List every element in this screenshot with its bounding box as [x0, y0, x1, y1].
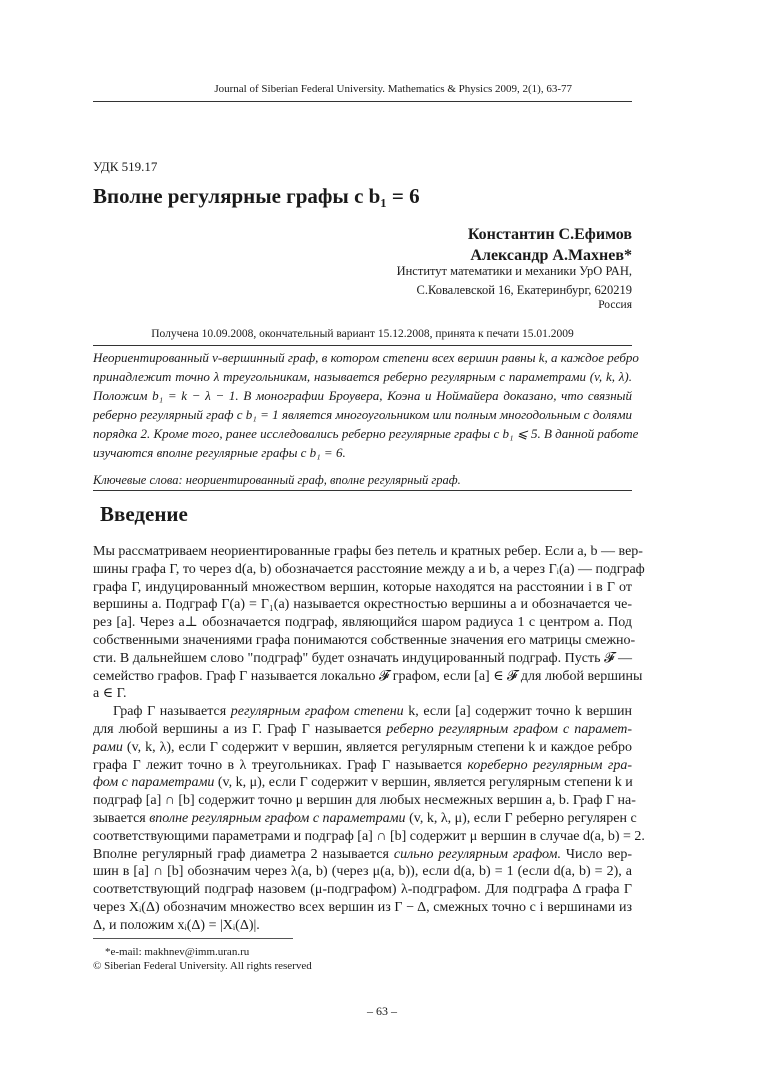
text-segment: порядка 2. Кроме того, ранее исследовались реберно регулярные графы с b₁ ⩽ 5. В данной работе	[93, 426, 639, 441]
text-line	[93, 863, 632, 881]
text-line	[93, 828, 645, 846]
author-name: Константин С.Ефимов	[467, 226, 632, 243]
section-heading: Введение	[100, 502, 188, 526]
text-segment: Неориентированный v-вершинный граф, в котором степени всех вершин равны k, а каждое ребро	[93, 350, 639, 365]
body-text	[93, 543, 645, 935]
page-number: – 63 –	[367, 1004, 397, 1018]
text-line	[93, 614, 632, 632]
text-line	[93, 443, 632, 462]
text-line	[93, 899, 632, 917]
emphasized-term: регулярным графом степени	[230, 704, 404, 720]
text-segment: графа Γ, индуцированный множеством вершин, которые находятся на расстоянии i в Γ от	[93, 579, 632, 595]
text-segment: семейство графов. Граф Γ называется локально 𝓕 графом, если [a] ∈ 𝓕 для любой вершины	[93, 668, 643, 684]
text-segment: реберно регулярный граф с b₁ = 1 является многоугольником или полным многодольным с долями	[93, 407, 632, 422]
text-segment: (v, k, λ, μ), если Γ реберно регулярен с	[405, 810, 637, 826]
emphasized-term: фом с параметрами	[93, 775, 215, 791]
text-segment: Число вер-	[560, 846, 632, 862]
text-line	[93, 561, 645, 579]
text-line	[93, 685, 632, 703]
text-segment: зывается	[93, 810, 150, 826]
text-segment: шины графа Γ, то через d(a, b) обозначается расстояние между a и b, а через Γᵢ(a) — подграф	[93, 561, 645, 577]
text-segment: Мы рассматриваем неориентированные графы без петель и кратных ребер. Если a, b — вер-	[93, 544, 643, 559]
text-segment: графа Γ лежит точно в λ треугольниках. Граф Γ называется	[93, 757, 468, 773]
text-segment: Вполне регулярный граф диаметра 2 называется	[93, 846, 394, 862]
abstract-bottom-rule	[93, 490, 632, 491]
footnote-email: *e-mail: makhnev@imm.uran.ru	[105, 946, 250, 958]
text-segment: принадлежит точно λ треугольникам, называется реберно регулярным с параметрами (v, k, λ).	[93, 369, 632, 384]
text-segment: соответствующими параметрами и подграф [a] ∩ [b] содержит μ вершин в случае d(a, b) = 2.	[93, 828, 645, 844]
text-line	[93, 881, 632, 899]
text-segment: через Xᵢ(Δ) обозначим множество всех вершин из Γ − Δ, смежных точно с i вершинами из	[93, 899, 632, 915]
text-segment: вершины a. Подграф Γ(a) = Γ₁(a) называется окрестностью вершины a и обозначается че-	[93, 597, 632, 613]
text-line	[93, 596, 632, 614]
text-line	[93, 757, 632, 775]
text-line	[93, 632, 636, 650]
text-segment: (v, k, μ), если Γ содержит v вершин, является регулярным степени k и	[214, 775, 633, 791]
paper-title: Вполне регулярные графы с b₁ = 6	[93, 184, 420, 208]
emphasized-term: вполне регулярным графом с параметрами	[149, 810, 406, 826]
running-head: Journal of Siberian Federal University. Mathematics & Physics 2009, 2(1), 63-77	[214, 83, 572, 95]
affiliation-country: Россия	[598, 299, 632, 311]
text-line	[93, 650, 632, 668]
text-segment: сти. В дальнейшем слово "подграф" будет означать индуцированный подграф. Пусть 𝓕 —	[93, 650, 632, 666]
abstract-top-rule	[93, 345, 632, 346]
footnote-copyright: © Siberian Federal University. All rights reserved	[93, 960, 312, 972]
text-line	[93, 739, 632, 757]
text-segment: Положим b₁ = k − λ − 1. В монографии Броувера, Коэна и Ноймайера доказано, что связный	[93, 388, 632, 403]
text-line	[93, 774, 632, 792]
affiliation-line: С.Ковалевской 16, Екатеринбург, 620219	[416, 283, 632, 297]
text-segment: шин в [a] ∩ [b] обозначим через λ(a, b) (через μ(a, b)), если d(a, b) = 1 (если d(a, b) = 2), а	[93, 864, 632, 880]
emphasized-term: рами	[93, 739, 123, 755]
text-segment: рез [a]. Через a⊥ обозначается подграф, являющийся шаром радиуса 1 с центром a. Под	[93, 615, 632, 631]
abstract	[93, 348, 639, 462]
text-line	[93, 367, 632, 386]
text-segment: соответствующий подграф назовем (μ-подграфом) λ-подграфом. Для подграфа Δ графа Γ	[93, 882, 632, 898]
keywords: Ключевые слова: неориентированный граф, вполне регулярный граф.	[93, 473, 461, 487]
emphasized-term: кореберно регулярным гра-	[467, 757, 633, 773]
affiliation-line: Институт математики и механики УрО РАН,	[396, 264, 632, 278]
text-line	[93, 405, 632, 424]
emphasized-term: реберно регулярным графом с парамет-	[386, 721, 632, 737]
text-segment: a ∈ Γ.	[93, 686, 127, 702]
text-line	[93, 703, 632, 721]
text-segment: собственными значениями графа понимаются собственные значения его матрицы смежно-	[93, 632, 636, 648]
text-segment: Граф Γ называется	[113, 704, 231, 720]
text-line	[93, 668, 643, 686]
udc-code: УДК 519.17	[93, 159, 158, 174]
text-line	[93, 543, 643, 561]
text-line	[93, 792, 636, 810]
text-segment: изучаются вполне регулярные графы с b₁ = 6.	[93, 445, 346, 460]
text-line	[93, 348, 639, 367]
received-dates: Получена 10.09.2008, окончательный вариант 15.12.2008, принята к печати 15.01.2009	[151, 328, 574, 340]
text-segment: Δ, и положим xᵢ(Δ) = |Xᵢ(Δ)|.	[93, 917, 260, 933]
footnote-rule	[93, 938, 293, 939]
text-line	[93, 917, 632, 935]
text-segment: (v, k, λ), если Γ содержит v вершин, является регулярным степени k и каждое ребро	[122, 739, 632, 755]
text-line	[93, 810, 637, 828]
text-line	[93, 846, 632, 864]
text-line	[93, 424, 639, 443]
author-name: Александр А.Махнев*	[470, 247, 632, 264]
text-segment: подграф [a] ∩ [b] содержит точно μ вершин для любых несмежных вершин a, b. Граф Γ на-	[93, 793, 636, 809]
text-line	[93, 721, 632, 739]
text-segment: k, если [a] содержит точно k вершин	[403, 704, 632, 720]
footnotes	[93, 945, 312, 973]
text-line	[93, 579, 632, 597]
header-rule	[93, 101, 632, 102]
text-line	[93, 386, 632, 405]
emphasized-term: сильно регулярным графом.	[393, 846, 561, 862]
text-segment: для любой вершины a из Γ. Граф Γ называется	[93, 721, 387, 737]
